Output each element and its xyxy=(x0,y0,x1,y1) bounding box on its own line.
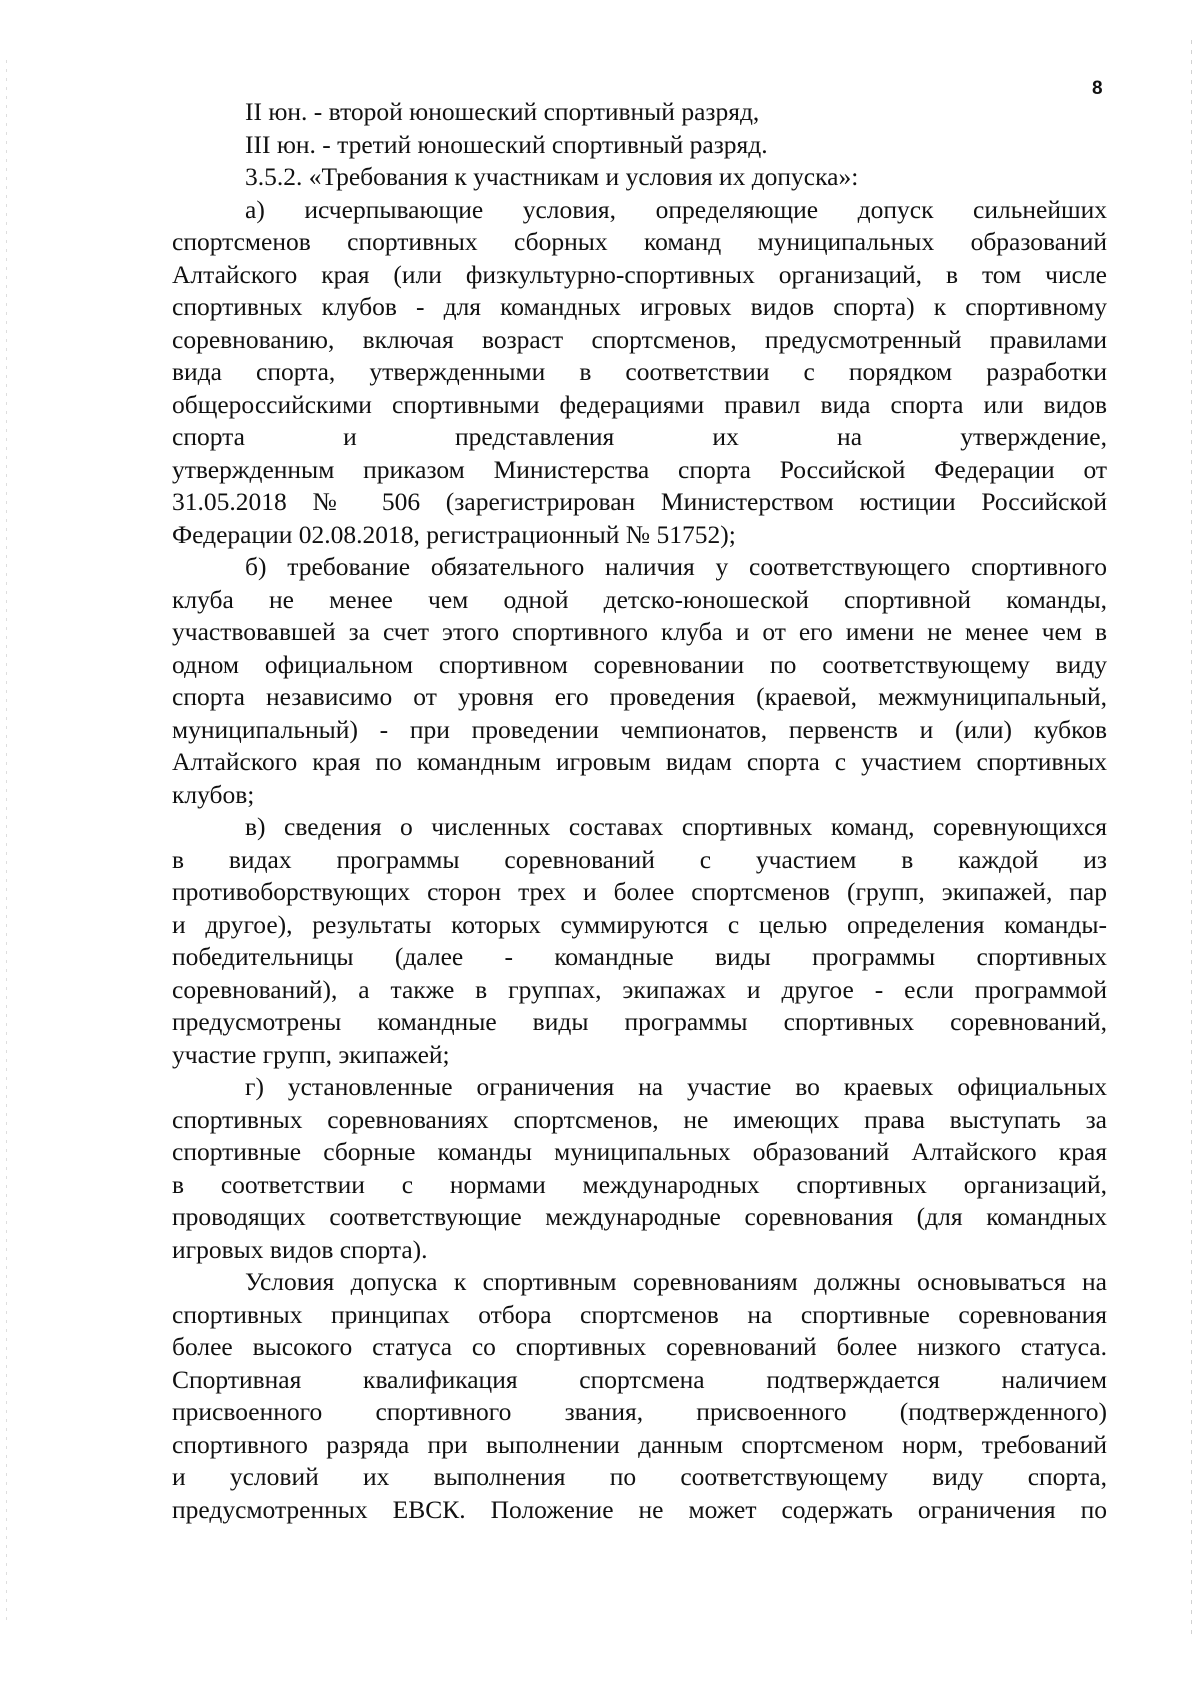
text-line: Спортивная квалификация спортсмена подтверждается наличием xyxy=(172,1364,1107,1394)
text-line: соревнований), а также в группах, экипажах и другое - если программой xyxy=(172,974,1107,1004)
text-line: Алтайского края по командным игровым видам спорта с участием спортивных xyxy=(172,747,1107,776)
text-line: противоборствующих сторон трех и более спортсменов (групп, экипажей, пар xyxy=(172,877,1107,906)
text-line: Алтайского края (или физкультурно-спортивных организаций, в том числе xyxy=(172,259,1107,289)
document-body xyxy=(172,96,1107,1526)
text-line: 31.05.2018 № 506 (зарегистрирован Министерством юстиции Российской xyxy=(172,487,1107,516)
text-line: спортивных соревнованиях спортсменов, не имеющих права выступать за xyxy=(172,1104,1107,1134)
text-line: клубов; xyxy=(172,779,255,809)
text-line: III юн. - третий юношеский спортивный разряд. xyxy=(245,129,768,159)
text-line: одном официальном спортивном соревновании по соответствующему виду xyxy=(172,649,1107,679)
text-line: спортивные сборные команды муниципальных образований Алтайского края xyxy=(172,1137,1107,1166)
text-line: спортивных принципах отбора спортсменов на спортивные соревнования xyxy=(172,1299,1107,1329)
text-line: спортивного разряда при выполнении данным спортсменом норм, требований xyxy=(172,1429,1107,1459)
text-line: спорта независимо от уровня его проведения (краевой, межмуниципальный, xyxy=(172,682,1107,711)
text-line: в) сведения о численных составах спортивных команд, соревнующихся xyxy=(245,812,1107,841)
text-line: общероссийскими спортивными федерациями правил вида спорта или видов xyxy=(172,389,1107,419)
text-line: спортивных клубов - для командных игровых видов спорта) к спортивному xyxy=(172,292,1107,321)
text-line: присвоенного спортивного звания, присвоенного (подтвержденного) xyxy=(172,1397,1107,1426)
page-number: 8 xyxy=(1092,78,1103,99)
text-line: б) требование обязательного наличия у соответствующего спортивного xyxy=(245,552,1107,581)
text-line: Условия допуска к спортивным соревнованиям должны основываться на xyxy=(245,1267,1107,1296)
text-line: предусмотренных ЕВСК. Положение не может содержать ограничения по xyxy=(172,1494,1107,1524)
text-line: победительницы (далее - командные виды программы спортивных xyxy=(172,942,1107,971)
text-line: соревнованию, включая возраст спортсменов, предусмотренный правилами xyxy=(172,324,1107,354)
text-line: участие групп, экипажей; xyxy=(172,1039,450,1069)
scan-edge-left xyxy=(6,60,7,1620)
text-line: и условий их выполнения по соответствующему виду спорта, xyxy=(172,1462,1107,1491)
text-line: игровых видов спорта). xyxy=(172,1234,428,1264)
scan-edge-right xyxy=(1191,40,1192,1640)
text-line: 3.5.2. «Требования к участникам и условия их допуска»: xyxy=(245,162,859,191)
text-line: вида спорта, утвержденными в соответствии с порядком разработки xyxy=(172,357,1107,386)
text-line: клуба не менее чем одной детско-юношеской спортивной команды, xyxy=(172,584,1107,614)
text-line: а) исчерпывающие условия, определяющие допуск сильнейших xyxy=(245,194,1107,224)
text-line: и другое), результаты которых суммируются с целью определения команды- xyxy=(172,909,1107,939)
text-line: в соответствии с нормами международных спортивных организаций, xyxy=(172,1169,1107,1199)
text-line: более высокого статуса со спортивных соревнований более низкого статуса. xyxy=(172,1332,1107,1361)
text-line: предусмотрены командные виды программы спортивных соревнований, xyxy=(172,1007,1107,1036)
text-line: спорта и представления их на утверждение, xyxy=(172,422,1107,451)
text-line: утвержденным приказом Министерства спорта Российской Федерации от xyxy=(172,454,1107,484)
text-line: в видах программы соревнований с участием в каждой из xyxy=(172,844,1107,874)
text-line: участвовавшей за счет этого спортивного клуба и от его имени не менее чем в xyxy=(172,617,1107,646)
text-line: муниципальный) - при проведении чемпионатов, первенств и (или) кубков xyxy=(172,714,1107,744)
text-line: проводящих соответствующие международные соревнования (для командных xyxy=(172,1202,1107,1231)
text-line: г) установленные ограничения на участие во краевых официальных xyxy=(245,1072,1107,1101)
text-line: Федерации 02.08.2018, регистрационный № 51752); xyxy=(172,519,736,549)
text-line: спортсменов спортивных сборных команд муниципальных образований xyxy=(172,227,1107,256)
text-line: II юн. - второй юношеский спортивный разряд, xyxy=(245,97,760,126)
